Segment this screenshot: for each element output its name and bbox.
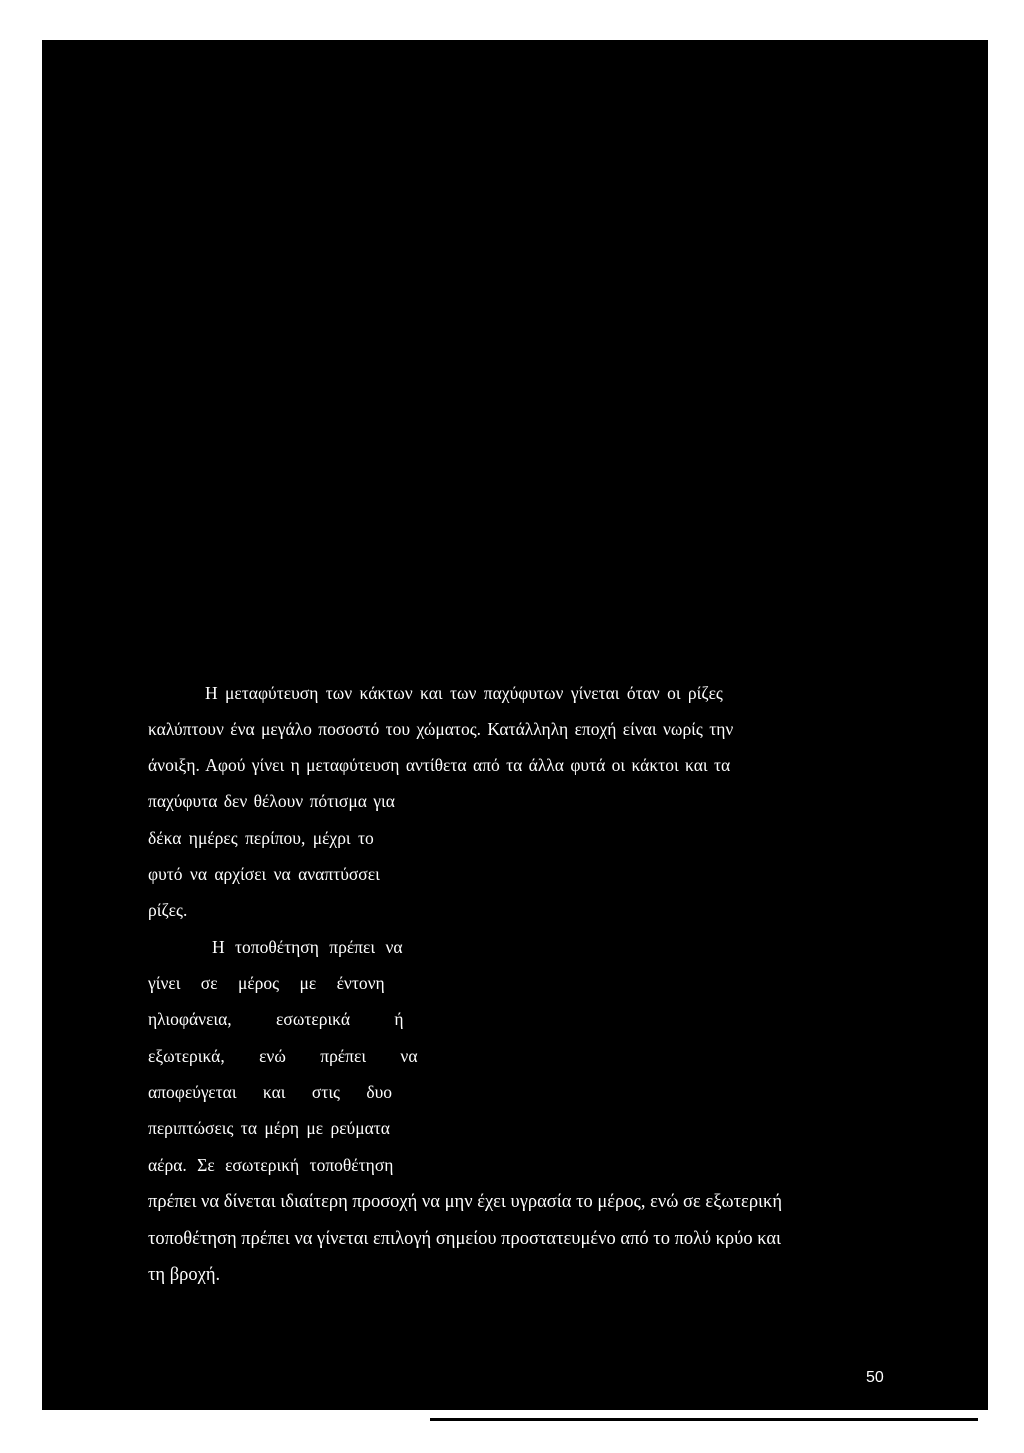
text-line: Η μεταφύτευση των κάκτων και των παχύφυτων γίνεται όταν οι ρίζες [205, 683, 723, 703]
text-line: αέρα. Σε εσωτερική τοποθέτηση [148, 1155, 394, 1175]
text-line: δέκα ημέρες περίπου, μέχρι το [148, 828, 374, 848]
text-line: Η τοποθέτηση πρέπει να [212, 937, 403, 957]
text-line: τοποθέτηση πρέπει να γίνεται επιλογή σημείου προστατευμένο από το πολύ κρύο και [148, 1229, 782, 1249]
text-line: παχύφυτα δεν θέλουν πότισμα για [148, 791, 395, 811]
text-line: καλύπτουν ένα μεγάλο ποσοστό του χώματος. Κατάλληλη εποχή είναι νωρίς την [148, 719, 734, 739]
text-line: τη βροχή. [148, 1265, 221, 1285]
text-line: εξωτερικά, ενώ πρέπει να [148, 1046, 418, 1066]
text-line: ηλιοφάνεια, εσωτερικά ή [148, 1009, 404, 1029]
text-line: φυτό να αρχίσει να αναπτύσσει [148, 864, 380, 884]
text-line: ρίζες. [148, 900, 188, 920]
page-number: 50 [866, 1369, 884, 1386]
text-line: γίνει σε μέρος με έντονη [148, 973, 385, 993]
text-line: άνοιξη. Αφού γίνει η μεταφύτευση αντίθετα από τα άλλα φυτά οι κάκτοι και τα [148, 755, 731, 775]
text-line: πρέπει να δίνεται ιδιαίτερη προσοχή να μην έχει υγρασία το μέρος, ενώ σε εξωτερική [148, 1192, 783, 1212]
text-line: αποφεύγεται και στις δυο [148, 1082, 392, 1102]
text-line: περιπτώσεις τα μέρη με ρεύματα [148, 1118, 390, 1138]
